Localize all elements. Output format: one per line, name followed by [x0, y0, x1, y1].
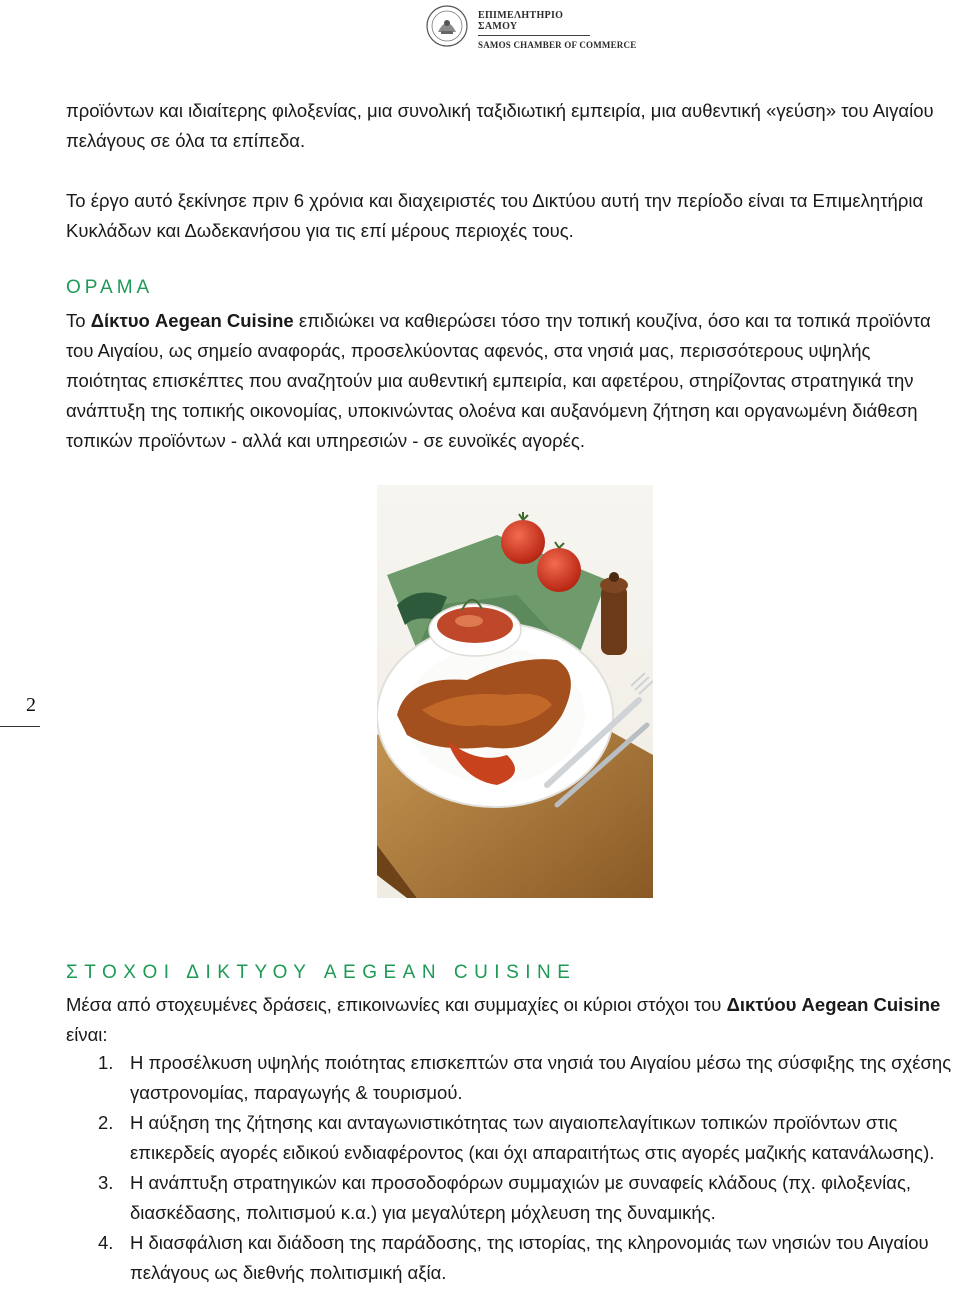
intro-paragraph-1: προϊόντων και ιδιαίτερης φιλοξενίας, μια συνολική ταξιδιωτική εμπειρία, μια αυθεντική «γεύση» του Αιγαίου πελάγους σε όλα τα επίπεδα.	[66, 100, 934, 151]
header-titles	[478, 10, 636, 50]
list-item-number: 2.	[98, 1112, 114, 1133]
page-number: 2	[26, 694, 36, 716]
vision-heading: ΟΡΑΜΑ	[66, 277, 154, 298]
list-item-number: 1.	[98, 1052, 114, 1073]
chamber-seal-icon	[424, 4, 470, 48]
vision-network-name: Δίκτυο Aegean Cuisine	[90, 310, 294, 331]
list-item-text: Η διασφάλιση και διάδοση της παράδοσης, της ιστορίας, της κληρονομιάς των νησιών του Αιγαίου πελάγους ως διεθνής πολιτισμική αξία.	[130, 1232, 929, 1283]
list-item	[66, 1168, 956, 1228]
list-item	[66, 1228, 956, 1288]
vision-body: επιδιώκει να καθιερώσει τόσο την τοπική κουζίνα, όσο και τα τοπικά προϊόντα του Αιγαίου, ως σημείο αναφοράς, προσελκύοντας αφενός, στα νησιά μας, περισσότερους υψηλής ποιότητας επισκέπτες που αναζητούν μια αυθεντική εμπειρία, και αφετέρου, στηρίζοντας στρατηγικά την ανάπτυξη της τοπικής οικονομίας, υποκινώντας ολοένα και αυξανόμενη ζήτηση και οργανωμένη διάθεση τοπικών προϊόντων - αλλά και υπηρεσιών - σε ευνοϊκές αγορές.	[66, 310, 931, 451]
header-title-greek: ΕΠΙΜΕΛΗΤΗΡΙΟ ΣΑΜΟΥ	[478, 10, 590, 36]
list-item-text: Η ανάπτυξη στρατηγικών και προσοδοφόρων συμμαχιών με συναφείς κλάδους (πχ. φιλοξενίας, διασκέδασης, πολιτισμού κ.α.) για μεγαλύτερη μόχλευση της δυναμικής.	[130, 1172, 912, 1223]
goals-network-name: Δικτύου Aegean Cuisine	[726, 994, 941, 1015]
goals-intro-tail: είναι:	[66, 1024, 108, 1045]
page-number-rule	[0, 726, 40, 727]
list-item-number: 4.	[98, 1232, 114, 1253]
header-title-english: SAMOS CHAMBER OF COMMERCE	[478, 40, 637, 50]
vision-lead: Το	[66, 310, 91, 331]
goals-list	[66, 1048, 956, 1288]
goals-intro	[66, 990, 946, 1050]
page-header	[0, 4, 960, 48]
food-photo	[377, 485, 653, 898]
goals-intro-lead: Μέσα από στοχευμένες δράσεις, επικοινωνίες και συμμαχίες οι κύριοι στόχοι του	[66, 994, 727, 1015]
vision-paragraph	[66, 306, 946, 456]
list-item	[66, 1108, 956, 1168]
intro-paragraph-2: Το έργο αυτό ξεκίνησε πριν 6 χρόνια και διαχειριστές του Δικτύου αυτή την περίοδο είναι τα Επιμελητήρια Κυκλάδων και Δωδεκανήσου για τις επί μέρους περιοχές τους.	[66, 190, 924, 241]
list-item-number: 3.	[98, 1172, 114, 1193]
goals-heading: ΣΤΟΧΟΙ ΔΙΚΤΥΟΥ AEGEAN CUISINE	[66, 962, 577, 983]
list-item-text: Η προσέλκυση υψηλής ποιότητας επισκεπτών στα νησιά του Αιγαίου μέσω της σύσφιξης της σχέσης γαστρονομίας, παραγωγής & τουρισμού.	[130, 1052, 952, 1103]
list-item	[66, 1048, 956, 1108]
list-item-text: Η αύξηση της ζήτησης και ανταγωνιστικότητας των αιγαιοπελαγίτικων τοπικών προϊόντων στις επικερδείς αγορές ειδικού ενδιαφέροντος (και όχι απαραιτήτως στις αγορές μαζικής κατανάλωσης).	[130, 1112, 935, 1163]
